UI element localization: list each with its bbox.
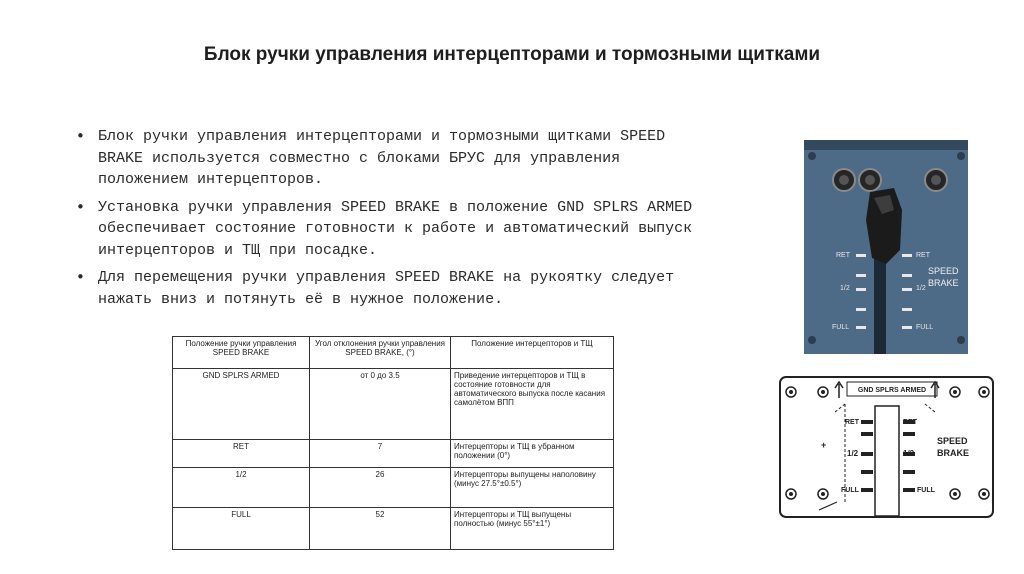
table-cell: GND SPLRS ARMED	[173, 369, 310, 440]
table-cell: Интерцепторы и ТЩ выпущены полностью (минус 55°±1°)	[451, 508, 614, 550]
table-row	[173, 440, 614, 468]
speed-brake-table	[172, 336, 614, 554]
position-label-ret: RET	[916, 252, 930, 259]
plus-mark: +	[821, 440, 827, 450]
table-row	[173, 508, 614, 550]
diagram-position-ret: RET	[903, 419, 917, 426]
table-header-row	[173, 337, 614, 369]
diagram-position-full: FULL	[841, 487, 859, 494]
diagram-position-ret: RET	[845, 419, 859, 426]
table-cell: Интерцепторы и ТЩ в убранном положении (0°)	[451, 440, 614, 468]
panel-screw-icon	[808, 152, 816, 160]
panel-top-edge	[804, 140, 968, 150]
table-cell: Приведение интерцепторов и ТЩ в состояние готовности для автоматического выпуска после касания самолётом ВПП	[451, 369, 614, 440]
table-cell: 7	[310, 440, 451, 468]
bullet-item: • Для перемещения ручки управления SPEED BRAKE на рукоятку следует нажать вниз и потянуть её в нужное положение.	[74, 267, 714, 310]
position-label-half: 1/2	[916, 285, 926, 292]
panel-screw-icon	[957, 336, 965, 344]
indicator-light-core	[839, 175, 849, 185]
bullet-item: • Блок ручки управления интерцепторами и тормозными щитками SPEED BRAKE используется совместно с блоками БРУС для управления положением интерцепторов.	[74, 126, 714, 191]
armed-label: GND SPLRS ARMED	[857, 387, 927, 394]
diagram-position-full: FULL	[917, 487, 935, 494]
table-cell: Интерцепторы выпущены наполовину (минус 27.5°±0.5°)	[451, 468, 614, 508]
table-cell: RET	[173, 440, 310, 468]
diagram-label-speed: SPEED	[937, 436, 968, 446]
bullet-list	[74, 126, 714, 316]
diagram-label-brake: BRAKE	[937, 448, 970, 458]
position-label-half: 1/2	[840, 285, 850, 292]
positions-table	[172, 336, 614, 550]
diagram-position-half: 1/2	[847, 449, 859, 458]
table-cell: от 0 до 3.5	[310, 369, 451, 440]
column-header: Угол отклонения ручки управления SPEED BRAKE, (°)	[310, 337, 451, 369]
panel-label-brake: BRAKE	[928, 278, 959, 288]
speed-brake-panel-diagram	[779, 376, 994, 518]
panel-screw-icon	[957, 152, 965, 160]
indicator-light-core	[865, 175, 875, 185]
position-label-full: FULL	[916, 324, 934, 331]
panel-screw-icon	[808, 336, 816, 344]
table-row	[173, 369, 614, 440]
column-header: Положение интерцепторов и ТЩ	[451, 337, 614, 369]
diagram-position-half: 1/2	[903, 449, 915, 458]
speed-brake-panel-photo	[804, 140, 968, 354]
column-header: Положение ручки управления SPEED BRAKE	[173, 337, 310, 369]
table-cell: FULL	[173, 508, 310, 550]
panel-label-speed: SPEED	[928, 266, 959, 276]
table-cell: 1/2	[173, 468, 310, 508]
bullet-item: • Установка ручки управления SPEED BRAKE в положение GND SPLRS ARMED обеспечивает состояние готовности к работе и автоматический выпуск интерцепторов и ТЩ при посадке.	[74, 197, 714, 262]
table-cell: 52	[310, 508, 451, 550]
slide-title: Блок ручки управления интерцепторами и тормозными щитками	[203, 44, 821, 65]
table-cell: 26	[310, 468, 451, 508]
indicator-light-core	[931, 175, 941, 185]
lever-slot	[875, 406, 899, 516]
table-row	[173, 468, 614, 508]
position-label-ret: RET	[836, 252, 850, 259]
position-label-full: FULL	[832, 324, 850, 331]
